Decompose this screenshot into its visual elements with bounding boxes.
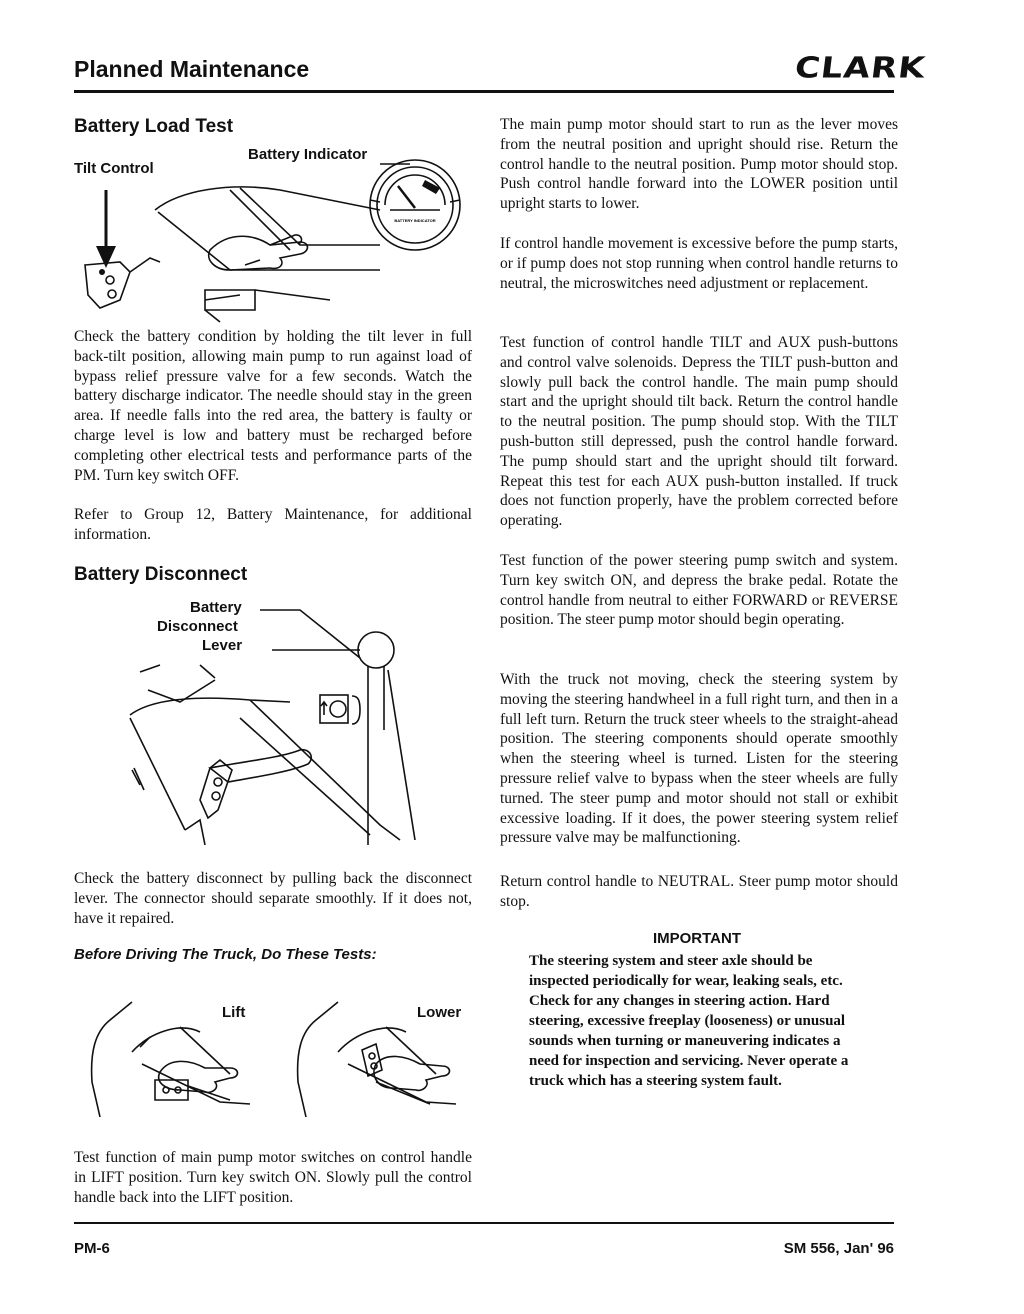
lift-test-paragraph: Test function of main pump motor switches on control handle in LIFT position. Turn key switch ON. Slowly pull the control handle back into the LIFT position. bbox=[74, 1149, 472, 1206]
lift-label: Lift bbox=[222, 1004, 246, 1021]
battery-load-test-illustration bbox=[80, 150, 480, 330]
battery-indicator-label: Battery Indicator bbox=[248, 146, 368, 163]
tilt-aux-test-paragraph: Test function of control handle TILT and AUX push-buttons and control valve solenoids. Depress the TILT push-button and slowly pull back the control handle. The main pump should start and the upright should tilt back. Return the control handle to the neutral position. The pump should stop. With the TILT push-button still depressed, push the control handle forward. The pump should start and the upright should tilt forward. Repeat this test for each AUX push-button installed. If truck does not function properly, have the problem corrected before operating. bbox=[500, 334, 898, 530]
gauge-label: BATTERY INDICATOR bbox=[394, 218, 436, 223]
footer-rule bbox=[74, 1222, 894, 1224]
battery-disconnect-label-line2: Disconnect bbox=[157, 618, 238, 635]
lower-label: Lower bbox=[417, 1004, 462, 1021]
battery-disconnect-paragraph: Check the battery disconnect by pulling back the disconnect lever. The connector should separate smoothly. If it does not, have it repaired. bbox=[74, 870, 472, 927]
power-steering-test-paragraph: Test function of the power steering pump switch and system. Turn key switch ON, and depress the brake pedal. Rotate the control handle from neutral to either FORWARD or REVERSE position. The steer pump motor should begin operating. bbox=[500, 552, 898, 629]
lift-lower-illustration bbox=[80, 992, 480, 1122]
before-driving-heading: Before Driving The Truck, Do These Tests: bbox=[74, 946, 377, 963]
page-header-title: Planned Maintenance bbox=[74, 56, 310, 82]
important-notice-text: The steering system and steer axle should be inspected periodically for wear, leaking seals, etc. Check for any changes in steering action. Hard steering, excessive freeplay (looseness) or unusual sounds when turning or maneuvering indicates a need for inspection and servicing. Never operate a truck which has a steering system fault. bbox=[529, 953, 849, 1089]
battery-load-test-heading: Battery Load Test bbox=[74, 116, 234, 137]
battery-disconnect-heading: Battery Disconnect bbox=[74, 564, 248, 585]
steering-system-check-paragraph: With the truck not moving, check the steering system by moving the steering handwheel in a full right turn, and then in a full left turn. Return the truck steer wheels to the straight-ahead position. The steering components should operate smoothly when the steering wheel is turned. Listen for the steering pressure relief valve to bypass when the steer wheels are fully turned. The steer pump and motor should not stall or exhibit excessive loading. If it does, the power steering system relief pressure valve may be malfunctioning. bbox=[500, 671, 898, 847]
tilt-control-label: Tilt Control bbox=[74, 160, 154, 177]
battery-maintenance-reference: Refer to Group 12, Battery Maintenance, for additional information. bbox=[74, 506, 472, 543]
battery-disconnect-label-line1: Battery bbox=[190, 599, 242, 616]
document-reference: SM 556, Jan' 96 bbox=[783, 1240, 894, 1257]
important-notice-title: IMPORTANT bbox=[652, 930, 742, 947]
clark-logo: CLARK bbox=[792, 51, 928, 85]
battery-load-test-paragraph: Check the battery condition by holding the tilt lever in full back-tilt position, allowing main pump to run against load of bypass relief pressure valve for a few seconds. Watch the battery discharge indicator. The needle should stay in the green area. If needle falls into the red area, the battery is faulty or charge level is low and battery must be recharged before completing other electrical tests and performance parts of the PM. Turn key switch OFF. bbox=[74, 328, 472, 484]
main-pump-paragraph: The main pump motor should start to run as the lever moves from the neutral position and upright should rise. Return the control handle to the neutral position. Pump motor should stop. Push control handle forward into the LOWER position until upright starts to lower. bbox=[500, 116, 898, 213]
battery-disconnect-illustration bbox=[110, 600, 430, 850]
microswitch-paragraph: If control handle movement is excessive before the pump starts, or if pump does not stop running when control handle returns to neutral, the microswitches need adjustment or replacement. bbox=[500, 235, 898, 292]
return-neutral-paragraph: Return control handle to NEUTRAL. Steer pump motor should stop. bbox=[500, 873, 898, 910]
battery-disconnect-label-line3: Lever bbox=[202, 637, 243, 654]
header-rule bbox=[74, 90, 894, 93]
page-number: PM-6 bbox=[74, 1240, 110, 1257]
